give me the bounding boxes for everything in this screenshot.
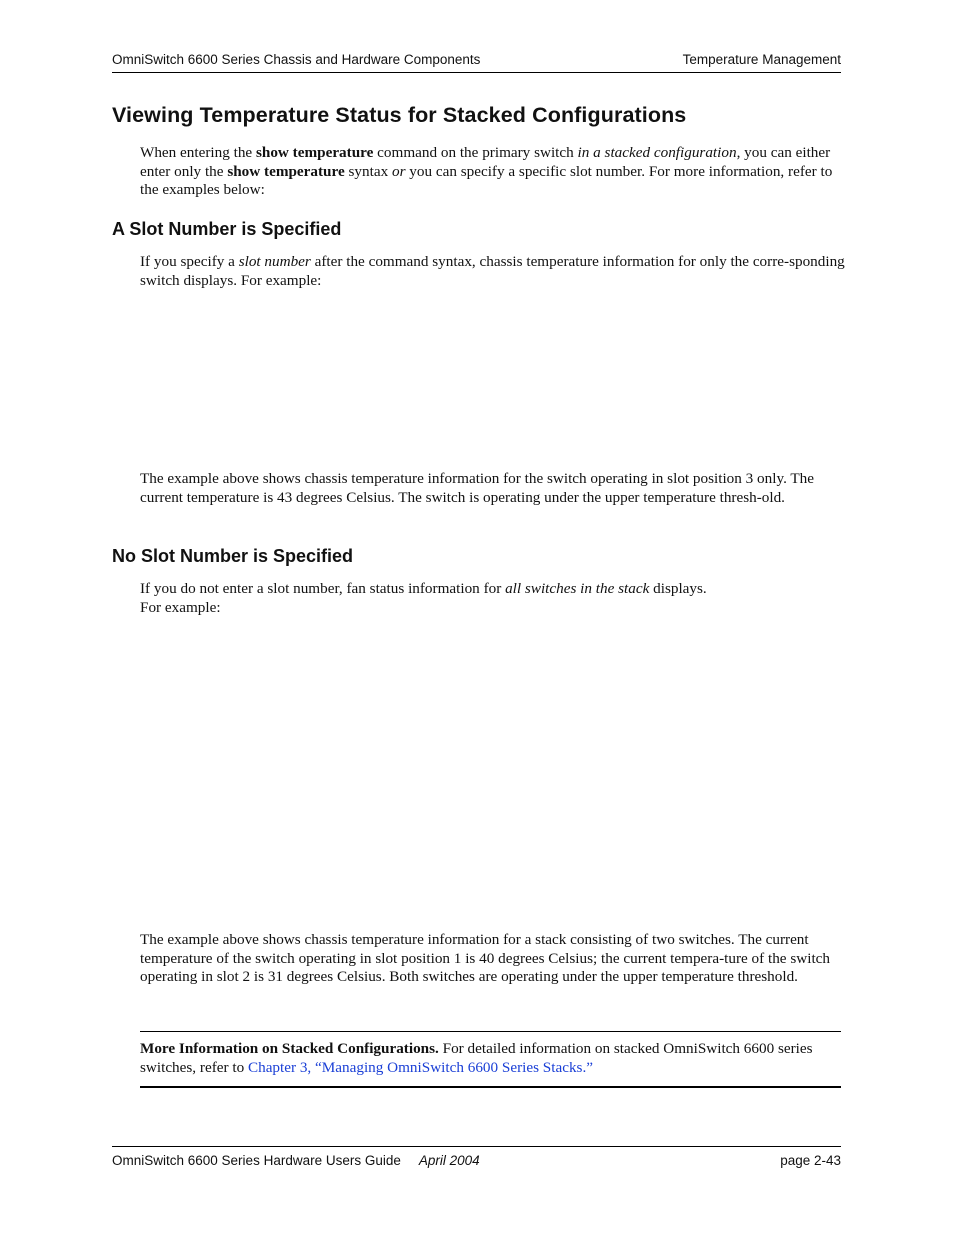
text: For detailed information on stacked OmniSwitch 6600 series switches, refer to [140,1040,813,1076]
note-box [140,1031,841,1088]
intro-paragraph [140,144,845,200]
text: displays. [649,580,707,597]
text: , you can either enter only the [140,144,831,180]
header-section-title: Temperature Management [682,52,841,67]
text: OmniSwitch 6600 Series Hardware Users Guide [112,1153,401,1168]
slot-specified-paragraph-2: The example above shows chassis temperature information for the switch operating in slot position 3 only. The current temperature is 43 degrees Celsius. The switch is operating under the upper temperature thresh-old. [140,470,815,506]
emphasis: in a stacked configuration [577,144,737,161]
heading-slot-specified: A Slot Number is Specified [112,219,342,239]
command-name: show temperature [227,162,345,180]
running-footer [112,1146,841,1168]
footer-guide-title [112,1151,480,1171]
emphasis: all switches in the stack [505,580,650,597]
emphasis: slot number [238,253,311,270]
text: When entering the [140,144,256,161]
note-title: More Information on Stacked Configurations. [140,1040,439,1057]
heading-no-slot: No Slot Number is Specified [112,546,354,566]
footer-date: April 2004 [418,1153,480,1168]
page-number: page 2-43 [780,1153,841,1168]
text: If you specify a [140,253,239,270]
text: after the command syntax, chassis temperature information for only the corre-sponding switch displays. For example: [140,253,845,289]
text: If you do not enter a slot number, fan status information for [140,580,506,597]
text: you can specify a specific slot number. For more information, refer to the examples below: [140,162,833,199]
no-slot-paragraph-1 [140,580,845,617]
command-name: show temperature [255,144,374,161]
chapter-link[interactable]: Chapter 3, “Managing OmniSwitch 6600 Series Stacks.” [247,1058,594,1076]
header-doc-title: OmniSwitch 6600 Series Chassis and Hardware Components [112,52,481,67]
text: syntax [344,162,392,180]
no-slot-paragraph-2: The example above shows chassis temperature information for a stack consisting of two switches. The current temperature of the switch operating in slot position 1 is 40 degrees Celsius; the current tempera-ture of the switch operating in slot 2 is 31 degrees Celsius. Both switches are operating under the upper temperature threshold. [140,931,831,986]
emphasis: or [391,162,406,180]
section-title: Viewing Temperature Status for Stacked Configurations [112,103,687,127]
slot-specified-paragraph-1 [140,253,845,290]
note-paragraph [140,1040,841,1077]
running-header [112,50,841,73]
text: command on the primary switch [373,144,578,161]
text: For example: [140,598,221,616]
